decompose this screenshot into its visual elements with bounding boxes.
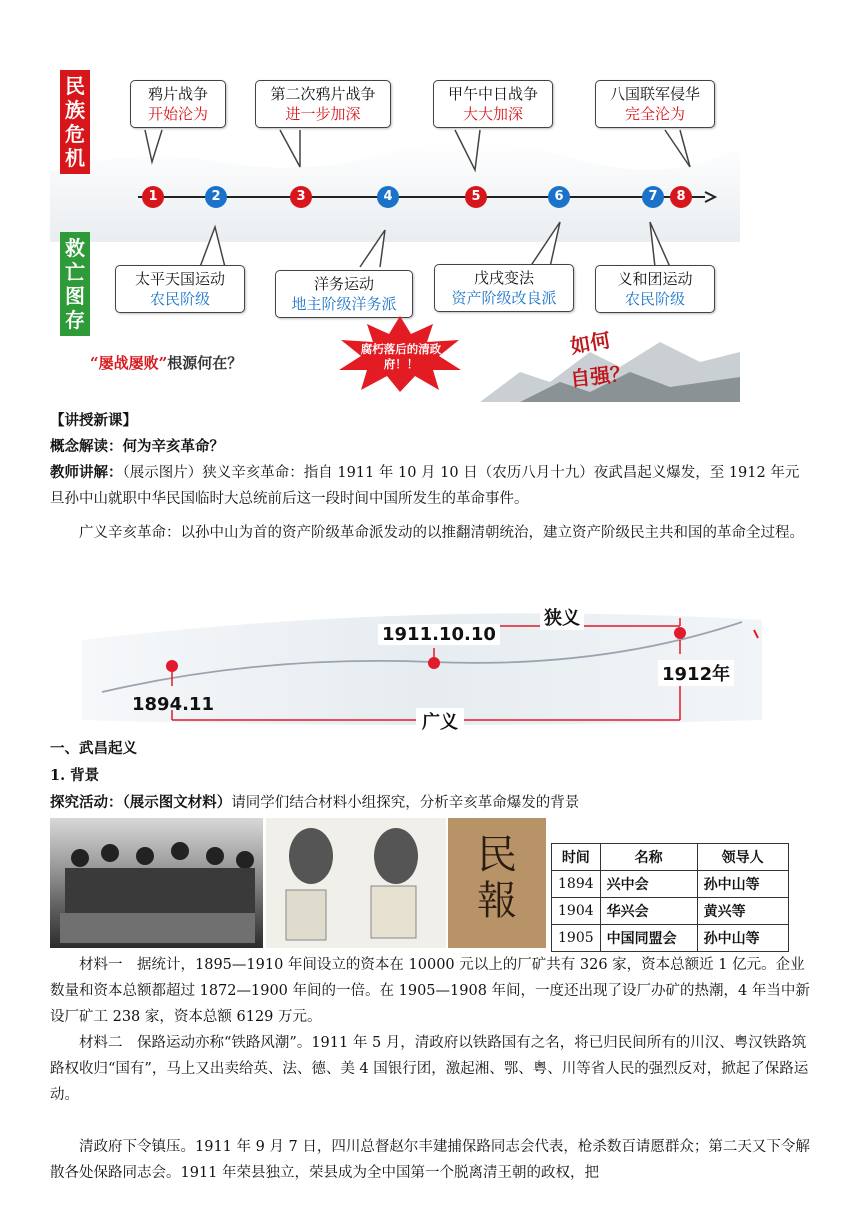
burst-text: 腐朽落后的清政府！！ <box>360 342 442 371</box>
newspaper-title: 民報 <box>477 832 517 924</box>
heading-wuchang-uprising: 一、武昌起义 <box>50 740 137 757</box>
narrow-broad-figure <box>82 600 762 733</box>
broad-label: 广义 <box>416 708 464 734</box>
timeline-node-6: 6 <box>548 186 570 208</box>
table-row: 1894 兴中会 孙中山等 <box>552 871 789 898</box>
national-crisis-label: 民族危机 <box>60 70 90 174</box>
portraits-and-books-image <box>266 818 446 948</box>
root-cause-question: “屡战屡败”根源何在？ <box>90 354 243 372</box>
bubble-westernization: 洋务运动 地主阶级洋务派 <box>275 270 413 318</box>
revolutionary-groups-table <box>551 843 789 952</box>
brush-text-2: 自强？ <box>569 360 632 392</box>
timeline-node-3: 3 <box>290 186 312 208</box>
section-header: 【讲授新课】 <box>50 412 137 429</box>
heading-background: 1. 背景 <box>50 767 100 784</box>
date-1912: 1912年 <box>658 660 734 686</box>
bubble-eight-nation-invasion: 八国联军侵华 完全沦为 <box>595 80 715 128</box>
bubble-second-opium-war: 第二次鸦片战争 进一步加深 <box>255 80 391 128</box>
timeline-node-2: 2 <box>205 186 227 208</box>
brush-text-1: 如何 <box>568 327 613 359</box>
bubble-boxer: 义和团运动 农民阶级 <box>595 265 715 313</box>
date-1894: 1894.11 <box>132 694 214 715</box>
timeline-node-7: 7 <box>642 186 664 208</box>
activity-paragraph: 探究活动：（展示图文材料）请同学们结合材料小组探究，分析辛亥革命爆发的背景 <box>50 794 580 811</box>
timeline-node-1: 1 <box>142 186 164 208</box>
min-bao-newspaper-image <box>448 818 546 948</box>
table-header-row: 时间 名称 领导人 <box>552 844 789 871</box>
date-1911: 1911.10.10 <box>378 624 500 645</box>
bubble-sino-japanese-war: 甲午中日战争 大大加深 <box>433 80 553 128</box>
narrow-label: 狭义 <box>540 604 584 630</box>
concept-heading: 概念解读：何为辛亥革命？ <box>50 438 224 455</box>
broad-definition-paragraph: 广义辛亥革命：以孙中山为首的资产阶级革命派发动的以推翻清朝统治，建立资产阶级民主共和国的革命全过程。 <box>79 525 804 541</box>
bubble-hundred-days-reform: 戊戌变法 资产阶级改良派 <box>434 264 574 312</box>
table-row: 1905 中国同盟会 孙中山等 <box>552 925 789 952</box>
material-2-paragraph: 材料二 保路运动亦称“铁路风潮”。1911 年 5 月，清政府以铁路国有之名，将已归民间所有的川汉、粤汉铁路筑路权收归“国有”，马上又出卖给英、法、德、美 4 国银行团，激起湘、鄂、粤、川等省人民的强烈反对，掀起了保路运动。 <box>50 1035 809 1103</box>
timeline-node-5: 5 <box>465 186 487 208</box>
bubble-opium-war: 鸦片战争 开始沦为 <box>130 80 226 128</box>
timeline-node-4: 4 <box>377 186 399 208</box>
material-1-paragraph: 材料一 据统计，1895—1910 年间设立的资本在 10000 元以上的厂矿共有 326 家，资本总额近 1 亿元。企业数量和资本总额都超过 1872—1900 年间的一倍。在 1905—1908 年间，一度还出现了设厂办矿的热潮，4 年当中新设厂矿工 238 家，资本总额 6129 万元。 <box>50 957 810 1025</box>
historical-group-photo <box>50 818 263 948</box>
material-2-continued-paragraph: 清政府下令镇压。1911 年 9 月 7 日，四川总督赵尔丰建捕保路同志会代表，枪杀数百请愿群众；第二天又下令解散各处保路同志会。1911 年荣县独立，荣县成为全中国第一个脱离清王朝的政权，把 <box>50 1139 810 1181</box>
teacher-paragraph: 教师讲解：（展示图片）狭义辛亥革命：指自 1911 年 10 月 10 日（农历八月十九）夜武昌起义爆发，至 1912 年元旦孙中山就职中华民国临时大总统前后这一段时间中国所发生的革命事件。 <box>50 464 800 507</box>
bubble-taiping: 太平天国运动 农民阶级 <box>115 265 245 313</box>
group-photo-figures <box>50 818 263 948</box>
portraits-drawing <box>266 818 446 948</box>
crisis-timeline-figure <box>50 52 740 402</box>
timeline-node-8: 8 <box>670 186 692 208</box>
table-row: 1904 华兴会 黄兴等 <box>552 898 789 925</box>
save-nation-label: 救亡图存 <box>60 232 90 336</box>
